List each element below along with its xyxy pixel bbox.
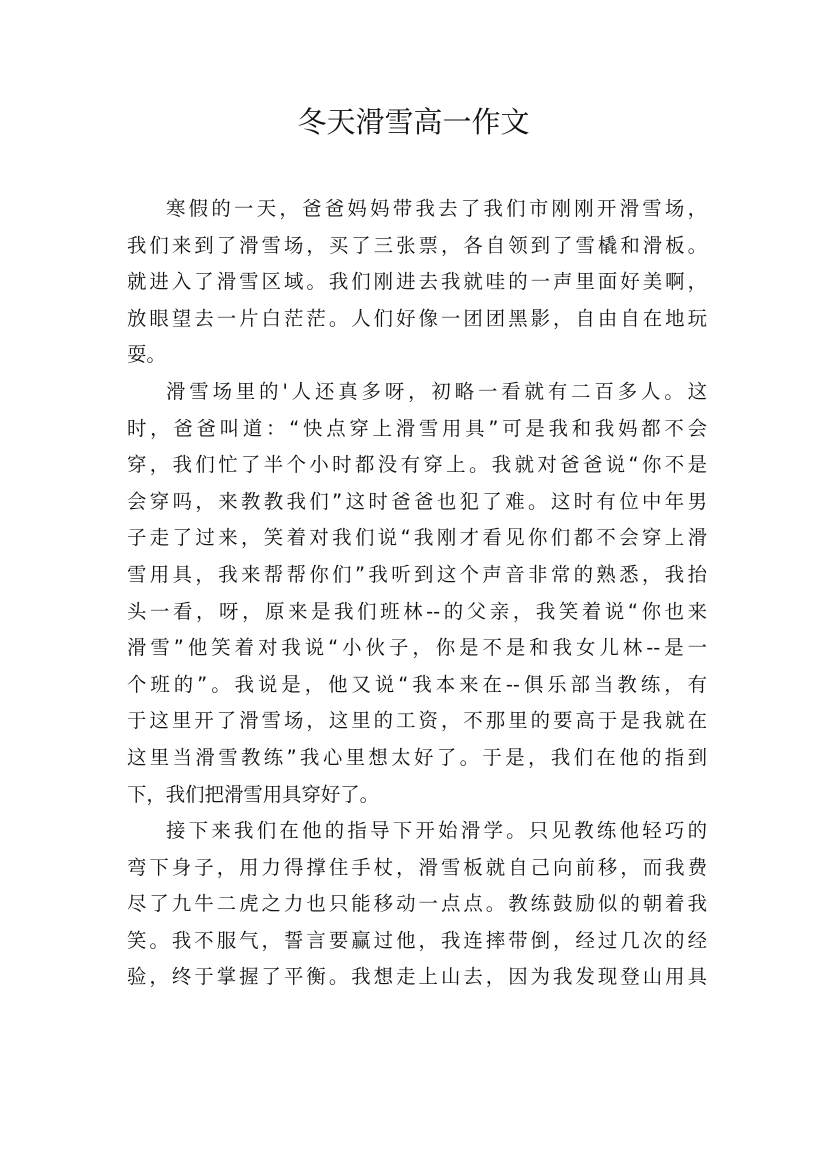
text-line: 我们来到了滑雪场，买了三张票，各自领到了雪橇和滑板。	[127, 233, 707, 257]
text-line: 滑雪场里的'人还真多呀，初略一看就有二百多人。这	[166, 379, 707, 403]
document-title: 冬天滑雪高一作文	[297, 105, 530, 139]
text-line: 穿，我们忙了半个小时都没有穿上。我就对爸爸说“你不是	[127, 453, 707, 477]
paragraph-3	[127, 813, 707, 996]
text-line: 尽了九牛二虎之力也只能移动一点点。教练鼓励似的朝着我	[127, 892, 707, 916]
text-line: 时，爸爸叫道：“快点穿上滑雪用具”可是我和我妈都不会	[127, 416, 707, 440]
text-line: 于这里开了滑雪场，这里的工资，不那里的要高于是我就在	[127, 709, 707, 733]
text-line: 雪用具，我来帮帮你们”我听到这个声音非常的熟悉，我抬	[127, 562, 707, 586]
text-line: 这里当滑雪教练”我心里想太好了。于是，我们在他的指到	[127, 745, 707, 769]
text-line: 验，终于掌握了平衡。我想走上山去，因为我发现登山用具	[127, 965, 707, 989]
text-line: 就进入了滑雪区域。我们刚进去我就哇的一声里面好美啊，	[127, 270, 707, 294]
text-line: 笑。我不服气，誓言要赢过他，我连摔带倒，经过几次的经	[127, 928, 707, 952]
text-line: 放眼望去一片白茫茫。人们好像一团团黑影，自由自在地玩	[127, 306, 707, 330]
text-line: 寒假的一天，爸爸妈妈带我去了我们市刚刚开滑雪场，	[166, 197, 707, 220]
text-line: 耍。	[127, 343, 166, 367]
paragraph-2	[127, 374, 707, 813]
text-line: 子走了过来，笑着对我们说“我刚才看见你们都不会穿上滑	[127, 526, 707, 550]
text-line: 头一看，呀，原来是我们班林--的父亲，我笑着说“你也来	[127, 599, 707, 623]
text-line: 接下来我们在他的指导下开始滑学。只见教练他轻巧的	[166, 819, 707, 843]
text-line: 滑雪”他笑着对我说“小伙子，你是不是和我女儿林--是一	[127, 636, 707, 660]
text-line: 下，我们把滑雪用具穿好了。	[127, 782, 380, 806]
text-line: 弯下身子，用力得撑住手杖，滑雪板就自己向前移，而我费	[127, 855, 707, 879]
text-line: 个班的”。我说是，他又说“我本来在--俱乐部当教练，有	[127, 672, 707, 696]
paragraph-1	[127, 191, 707, 374]
text-line: 会穿吗，来教教我们”这时爸爸也犯了难。这时有位中年男	[127, 489, 707, 513]
document-body	[127, 191, 707, 996]
